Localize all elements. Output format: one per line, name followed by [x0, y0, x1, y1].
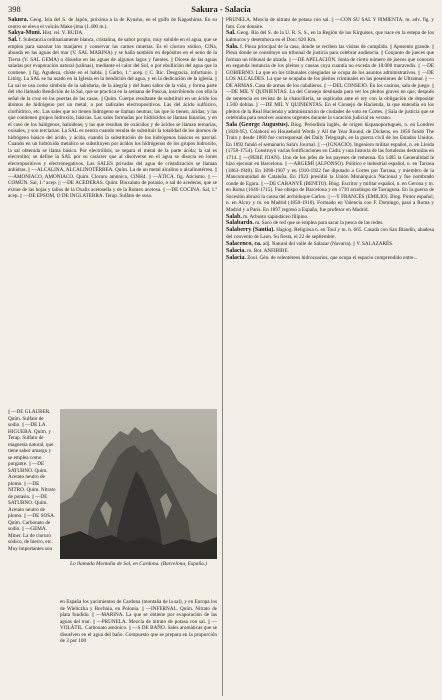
entry-text: Geog. Isla del S. de Japón, próxima a la de Kyushu, en el golfo de Kagoshima. En su centro se eleva el volcán Mako-jima (1.400 m.).	[8, 17, 217, 30]
entry-headword: Salaberry (Santia).	[226, 227, 275, 234]
left-column	[8, 17, 217, 696]
narrow-text-column: || —DE GLAUBER. Quím. Sulfato de sodio. || —DE LA HIGUERA. Quím. y Terap. Sulfato de magnesia natural, que tiene sabor amargo y se emplea como purgante. || —DE SATURNO. Quím. Acetato neutro de plomo. || —DE NITRO. Quím. Nitrato de potasio. || —DE SATURNO. Quím. Acetato neutro de plomo. || —DE SOSA. Quím. Carbonato de sodio. || —GEMA. Miner. La de cloruro sódico, de hierro, etc. Muy importantes son	[8, 409, 56, 552]
entry-headword: Salabardo.	[226, 220, 254, 227]
entry	[8, 30, 217, 37]
entry-headword: Salacenco, ca.	[226, 240, 262, 247]
figure-caption: Lo llamada Montaña de Sal, en Cardona. (Barcelona, España.)	[69, 561, 208, 567]
entry-text: Hagiog. Religiosa n. en Toul y m. h. 665. Casada con San Blandín, abadesa del convento de Laon. Su fiesta, el 22 de septiembre.	[226, 227, 434, 240]
mountain-photo-illustration	[60, 409, 217, 559]
entry-text: adj. Natural del valle de Salazar (Navarra). || V. SALAZARÉS.	[262, 240, 394, 247]
column-divider	[222, 17, 223, 696]
entry	[226, 220, 434, 227]
entry-text: Biog. Periodista inglés, de origen hispanoportugués, n. en Londres (1828-95). Colaboró en Household Words y All the Year Round, de Dickens, en 1856 fundó The Train y desde 1860 fue corresponsal del Daily Telegraph, en la guerra civil de los Estados Unidos. En 1892 fundó el semanario Sala's Journal. || —(IGNACIO). Ingeniero militar español, n. en Lleida (1758-1754). Construyó varias fortificaciones en Cádiz y una historia de las fortalezas destruidas en 1714. || —(PERE JOAN). Uno de los jefes de los payeses de remensa. En 1485 la Generalidad le hizo ejecutar en Barcelona. || —ARGEMÍ (ALFONSO). Político e industrial español, n. en Tarrasa (1863-1940). En 1898-1907 y en 1910-1922 fue diputado a Cortes por Tarrasa, y miembro de la Mancomunidad de Cataluña. En 1923 presidió la Unión Monárquica Nacional y fue nombrado conde de Egara. || —DE CABANYÉ (BENITO). Biog. Escritor y militar español, n. en Gerona y m. en Roma (1646-1715). Fue obispo de Barcelona y en 1710 arzobispo de Tarragona. En la guerra de Sucesión abrazó la causa del archiduque Carlos. || —Y FRANCÉS (EMILIO). Biog. Pintor español, n. en Alcoy y m. en Madrid (1850-1910). Formado en Valencia con F. Domingo, pasó a Roma y Madrid y a París. En 1897 regresó a España, fue profesor en Madrid.	[226, 122, 434, 213]
entry-headword: Salab.	[226, 213, 242, 220]
running-head: Sakura - Salacia	[191, 4, 251, 14]
entry-headword: Sakya-Muni.	[8, 30, 42, 37]
entry-headword: Sala.	[226, 43, 239, 50]
entry	[8, 37, 217, 200]
entry-headword: Salacia.	[226, 247, 246, 254]
figure	[60, 409, 217, 595]
entry-headword: Sal.	[8, 37, 18, 44]
entry-text: Zool. Gén. de celentéreos hidrozoarios, que ocupa el espacio comprendido entre...	[247, 254, 418, 261]
entry-text: m. Arbusto sapindáceo filipino.	[243, 213, 309, 220]
left-column-bottom	[8, 409, 217, 691]
page-header	[8, 3, 434, 15]
entry-text: Hist. rel. V. BUDA.	[42, 30, 84, 37]
under-figure-text: en España los yacimientos de Cardona (montaña de la sal), y en Europa los de Wieliczka y Bochnia, en Polonia. || —INFERNAL. Quím. Nitrato de plata fundido. || —MARINA. La que se obtiene por evaporación de las aguas del mar. || —PRUNELA. Mezcla de nitrato de potasa con sal. || —VOLÁTIL. Carbonato amónico. || —S DE BAÑO. Sales aromáticas que se disuelven en el agua del baño. Compuesto que se prepara en la proporción de 3 por 100	[60, 599, 217, 644]
entry	[226, 255, 434, 262]
entry	[226, 17, 434, 30]
entry-text: m. Saco de red que se emplea para sacar la pesca de las redes.	[255, 220, 384, 227]
entry	[226, 241, 434, 248]
entry-headword: Salacia.	[226, 254, 246, 261]
entry-headword: Sala (George Augustus).	[226, 122, 290, 129]
page-number: 398	[8, 4, 21, 14]
entry	[226, 214, 434, 221]
right-column	[226, 17, 434, 696]
entry-text: PRUNELA. Mezcla de nitrato de potasa con sal. || —CON SU SAL Y PIMIENTA. m. adv. fig. y fam. Con donaire.	[226, 17, 434, 30]
entry-headword: Sakura.	[8, 17, 29, 23]
entry-headword: Sal.	[226, 30, 236, 37]
left-column-top	[8, 17, 217, 409]
entry-text: Geog. Río del S. de la U. R. S. S., en la Región de los Kirguises, que nace en la estepa de los kalmucos y desemboca en el Don; 620 Km.	[226, 30, 434, 43]
entry-text: m. Bot. ANFIBIBE.	[247, 247, 289, 254]
entry	[226, 30, 434, 43]
photo-salt-mountain	[60, 409, 217, 559]
entry-text: f. Pieza principal de la casa, donde se reciben las visitas de cumplido. || Aposento grande. || Pieza donde se constituye un tribunal de justicia para celebrar audiencia. || Conjunto de jueces que forman un tribunal de alzada. || —DE APELACIÓN. Junta de cierto número de jueces que conocen en segunda instancia de los pleitos y causas cuya cuantía no exceda de 10.000 maravedís. || —DE GOBIERNO. La que en los tribunales colegiados se ocupa de los asuntos administrativos. || —DE LOS ALCALDES. La que se ocupaba de los pleitos criminales en las posesiones de Ultramar. || —DE ARMAS. Casa de armas de los caballeros. || —DEL CONSEJO. En los casinos, sala de juego. || —DE MIL Y QUINIENTAS. La del Consejo destinada para ver los pleitos graves en que, después de sentencia en revista de la chancillería, se suplicaba ante el rey con la obligación de depositar 1.500 doblas. || —DE MIL Y QUINIENTAS. En el Consejo de Hacienda, la que entendía en los pleitos de la Real Hacienda y administración de ciudades de voto en Cortes. || Sala de justicia que se celebraba para resolver asuntos urgentes durante la vacación judicial en verano.	[226, 43, 434, 122]
entry	[226, 44, 434, 122]
entry	[226, 122, 434, 213]
entry	[8, 17, 217, 30]
entry	[226, 227, 434, 240]
entry-text: f. Substancia ordinariamente blanca, cristalina, de sabor propio, muy soluble en el agua, que se emplea para sazonar los manjares y conservar las carnes muertas. Es el cloruro sódico, ClNa, abunda en las aguas del mar (V. SAL MARINA) y se halla también en depósitos en el seno de la Tierra (V. SAL GEMA) o disuelta en las aguas de algunos lagos y fuentes. || Dícese de las aguas saladas por evaporación natural (salinas), mediante el calor del Sol, o por ebullición del agua que la contiene. || fig. Agudeza, chiste en el habla. || Garbo, 1.ª acep. || C. Ric. Desgracia, infortunio. || Litúrg. La SAL se ha usado en la Iglesia en la bendición del agua, y en la dedicación de la iglesia. || La sal se usa como símbolo de la sabiduría, de la alegría y del buen sabor de la vida, y forma parte del rito llamado Bendición de la Sal, que se practica en la semana de Pascua, inscribiendo con ella la señal de la cruz en las puertas de las casas. || Quím. Cuerpo resultante de substituir en un ácido los átomos de hidrógeno por un metal, o por radicales electropositivos. Las del ácido sulfúrico, clorhídrico, etc. Las sales que no tienen hidrógeno se llaman neutras; las que lo tienen, ácidas; y las que contienen grupos hidroxilo, básicas. Las sales formadas por hidrácidos se llaman binarias, y en el caso de los halógenos, haloideas; y las que resultan de oxácidos y de ácidos se llaman ternarias, oxisales, y son terciarias. La SAL es neutra cuando resulta de substituir la totalidad de los átomos de hidrógeno básico del ácido, y ácida, cuando la substitución de los hidrógenos básicos es parcial. Cuando en un hidróxido metálico se substituyen por ácidos los hidrógenos de los grupos hidroxilo, la sal obtenida se llama básica. Por electrólisis, se separa el metal de la parte ácida; la sal es electrolito; se define la SAL por su carácter que al disolverse en el agua se disocia en iones electropositivos y electronegativos. Las SALES privadas del agua de cristalización se llaman anhidras. || —ALCALINA, ALCALINOTÉRREA. Quím. La de un metal alcalino o alcalinotérreo. || —AMONIACO, AMONIACO. Quím. Cloruro amónico, ClNH4. || —ÁTICA. fig. Aticismo. || —COMÚN. Sal, 1.ª acep. || —DE ACEDERAS. Quím. Bioxalato de potasio, o sal de acederas, que se extrae de las hojas y tallos de la Oxalis acetosella y de la Rumex acetosa. || —DE COCINA. Sal, 1.ª acep. || —DE EPSOM, O DE INGLATERRA. Terap. Sulfato de sosa.	[8, 37, 217, 200]
entry	[226, 248, 434, 255]
